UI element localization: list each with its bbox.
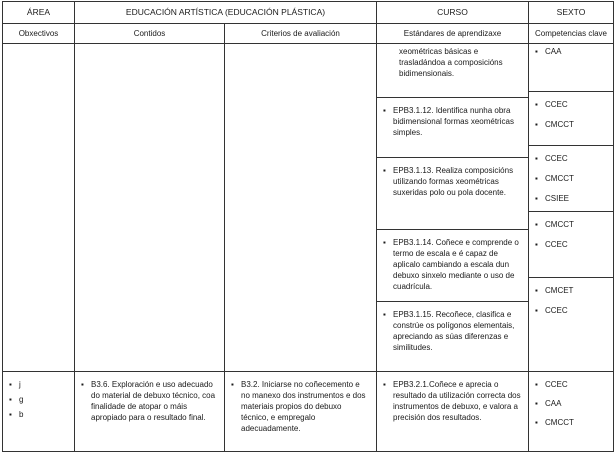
standards-cell — [377, 44, 529, 372]
criterion-item: ▪ B3.2. Iniciarse no coñecemento e no manexo dos instrumentos e dos materiais propios do debuxo técnico, e empregalo adecuadamente. — [231, 379, 370, 434]
competence-item: ▪ CMCET — [535, 285, 607, 296]
standard-block — [377, 302, 528, 371]
col-criteria: Criterios de avaliación — [225, 24, 377, 44]
competence-block — [529, 92, 613, 146]
standard-text: xeométricas básicas e trasladándoa a composicións bidimensionais. — [399, 47, 503, 78]
curso-label: CURSO — [377, 2, 529, 24]
contents-cell — [75, 372, 225, 452]
standard-item: ▪ EPB3.1.13. Realiza composicións utilizando formas xeométricas suxeridas polo ou pola docente. — [383, 165, 522, 198]
contents-cell — [75, 44, 225, 372]
standard-item: ▪ EPB3.1.15. Recoñece, clasifica e constrúe os polígonos elementais, apreciando as súas diferenzas e similitudes. — [383, 309, 522, 353]
curriculum-table — [2, 1, 614, 452]
header-row — [3, 2, 614, 24]
objectives-cell — [3, 372, 75, 452]
competence-block — [529, 212, 613, 278]
criteria-cell — [225, 372, 377, 452]
standard-item: ▪ EPB3.2.1.Coñece e aprecia o resultado da utilización correcta dos instrumentos de debuxo, e valora a precisión dos resultados. — [383, 379, 522, 423]
standard-item: ▪ EPB3.1.14. Coñece e comprende o termo de escala e é capaz de aplicalo cambiando a escala dun debuxo sinxelo mediante o uso de cuadrícula. — [383, 237, 522, 292]
col-objectives: Obxectivos — [3, 24, 75, 44]
competence-item: ▪ CMCCT — [535, 173, 607, 184]
competence-block — [529, 44, 613, 92]
standard-item: ▪ EPB3.1.12. Identifica nunha obra bidimensional formas xeométricas simples. — [383, 105, 522, 138]
content-item: ▪ B3.6. Exploración e uso adecuado do material de debuxo técnico, coa finalidade de atopar o máis apropiado para o resultado final. — [81, 379, 218, 423]
objective-item: ▪ j — [9, 379, 68, 390]
standard-block — [377, 158, 528, 230]
competence-item: ▪ CAA — [535, 46, 607, 57]
col-contents: Contidos — [75, 24, 225, 44]
competence-item: ▪ CCEC — [535, 153, 607, 164]
standard-block — [377, 44, 528, 98]
competence-block — [529, 278, 613, 341]
competence-item: ▪ CCEC — [535, 379, 607, 390]
col-competences: Competencias clave — [529, 24, 614, 44]
criteria-cell — [225, 44, 377, 372]
col-standards: Estándares de aprendizaxe — [377, 24, 529, 44]
competence-item: ▪ CMCCT — [535, 119, 607, 130]
competences-cell — [529, 372, 614, 452]
table-row — [3, 372, 614, 452]
standard-block — [377, 98, 528, 158]
objective-item: ▪ g — [9, 394, 68, 405]
competence-item: ▪ CCEC — [535, 99, 607, 110]
competence-item: ▪ CMCCT — [535, 417, 607, 428]
objective-item: ▪ b — [9, 409, 68, 420]
competence-item: ▪ CMCCT — [535, 219, 607, 230]
competence-block — [529, 146, 613, 212]
competences-cell — [529, 44, 614, 372]
column-header-row — [3, 24, 614, 44]
standard-block — [377, 230, 528, 302]
area-label: ÁREA — [3, 2, 75, 24]
objectives-cell — [3, 44, 75, 372]
competence-item: ▪ CSIEE — [535, 193, 607, 204]
competence-item: ▪ CCEC — [535, 305, 607, 316]
table-row — [3, 44, 614, 372]
standards-cell — [377, 372, 529, 452]
subject-title: EDUCACIÓN ARTÍSTICA (EDUCACIÓN PLÁSTICA) — [75, 2, 377, 24]
curso-value: SEXTO — [529, 2, 614, 24]
competence-item: ▪ CAA — [535, 398, 607, 409]
competence-item: ▪ CCEC — [535, 239, 607, 250]
